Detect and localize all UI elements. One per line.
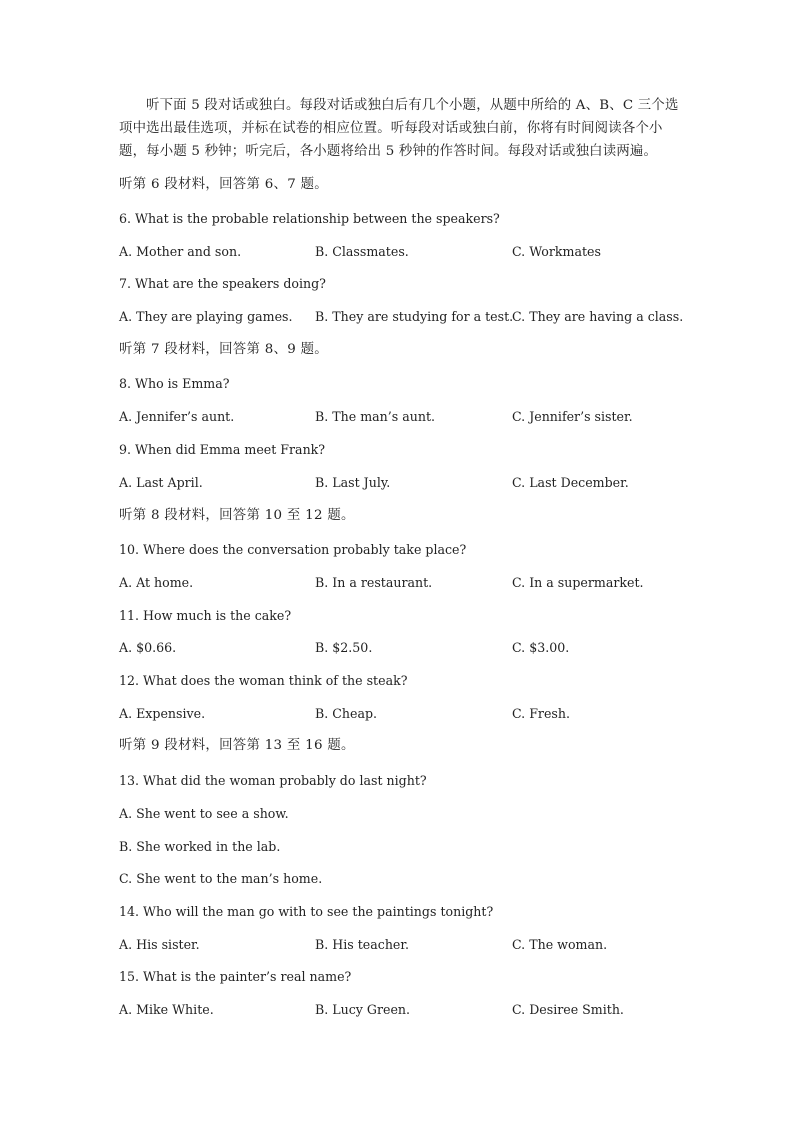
question-6: 6. What is the probable relationship between the speakers? — [119, 211, 500, 226]
instructions-text: 听下面 5 段对话或独白。每段对话或独白后有几个小题，从题中所给的 A、B、C 三个选项中选出最佳选项，并标在试卷的相应位置。听每段对话或独白前，你将有时间阅读各个小题，每小题 5 秒钟；听完后，各小题将给出 5 秒钟的作答时间。每段对话或独白读两遍。 — [119, 98, 679, 159]
option-15a: A. Mike White. — [119, 1002, 214, 1017]
option-11b: B. $2.50. — [315, 640, 373, 655]
option-13b: B. She worked in the lab. — [119, 839, 281, 854]
option-6c: C. Workmates — [512, 244, 601, 259]
option-15b: B. Lucy Green. — [315, 1002, 411, 1017]
question-8: 8. Who is Emma? — [119, 376, 230, 391]
question-7: 7. What are the speakers doing? — [119, 276, 326, 291]
section-heading-6: 听第 6 段材料，回答第 6、7 题。 — [119, 177, 328, 192]
question-11: 11. How much is the cake? — [119, 608, 292, 623]
option-8a: A. Jennifer’s aunt. — [119, 409, 235, 424]
option-14a: A. His sister. — [119, 937, 200, 952]
option-10c: C. In a supermarket. — [512, 575, 644, 590]
option-11a: A. $0.66. — [119, 640, 177, 655]
option-12b: B. Cheap. — [315, 706, 378, 721]
option-12c: C. Fresh. — [512, 706, 570, 721]
option-6a: A. Mother and son. — [119, 244, 242, 259]
option-8c: C. Jennifer’s sister. — [512, 409, 633, 424]
question-15: 15. What is the painter’s real name? — [119, 969, 352, 984]
option-8b: B. The man’s aunt. — [315, 409, 436, 424]
option-9b: B. Last July. — [315, 475, 391, 490]
section-heading-9: 听第 9 段材料，回答第 13 至 16 题。 — [119, 738, 355, 753]
option-9a: A. Last April. — [119, 475, 203, 490]
option-14c: C. The woman. — [512, 937, 608, 952]
option-10a: A. At home. — [119, 575, 194, 590]
option-7b: B. They are studying for a test. — [315, 309, 514, 324]
option-9c: C. Last December. — [512, 475, 629, 490]
option-15c: C. Desiree Smith. — [512, 1002, 624, 1017]
question-14: 14. Who will the man go with to see the paintings tonight? — [119, 904, 494, 919]
section-heading-8: 听第 8 段材料，回答第 10 至 12 题。 — [119, 508, 355, 523]
section-heading-7: 听第 7 段材料，回答第 8、9 题。 — [119, 342, 328, 357]
option-11c: C. $3.00. — [512, 640, 570, 655]
question-9: 9. When did Emma meet Frank? — [119, 442, 326, 457]
option-14b: B. His teacher. — [315, 937, 410, 952]
option-12a: A. Expensive. — [119, 706, 206, 721]
listening-instructions — [119, 94, 679, 163]
option-7a: A. They are playing games. — [119, 309, 293, 324]
question-10: 10. Where does the conversation probably take place? — [119, 542, 467, 557]
question-13: 13. What did the woman probably do last night? — [119, 773, 427, 788]
option-13a: A. She went to see a show. — [119, 806, 289, 821]
option-13c: C. She went to the man’s home. — [119, 871, 323, 886]
option-7c: C. They are having a class. — [512, 309, 684, 324]
question-12: 12. What does the woman think of the steak? — [119, 673, 408, 688]
option-10b: B. In a restaurant. — [315, 575, 433, 590]
option-6b: B. Classmates. — [315, 244, 409, 259]
